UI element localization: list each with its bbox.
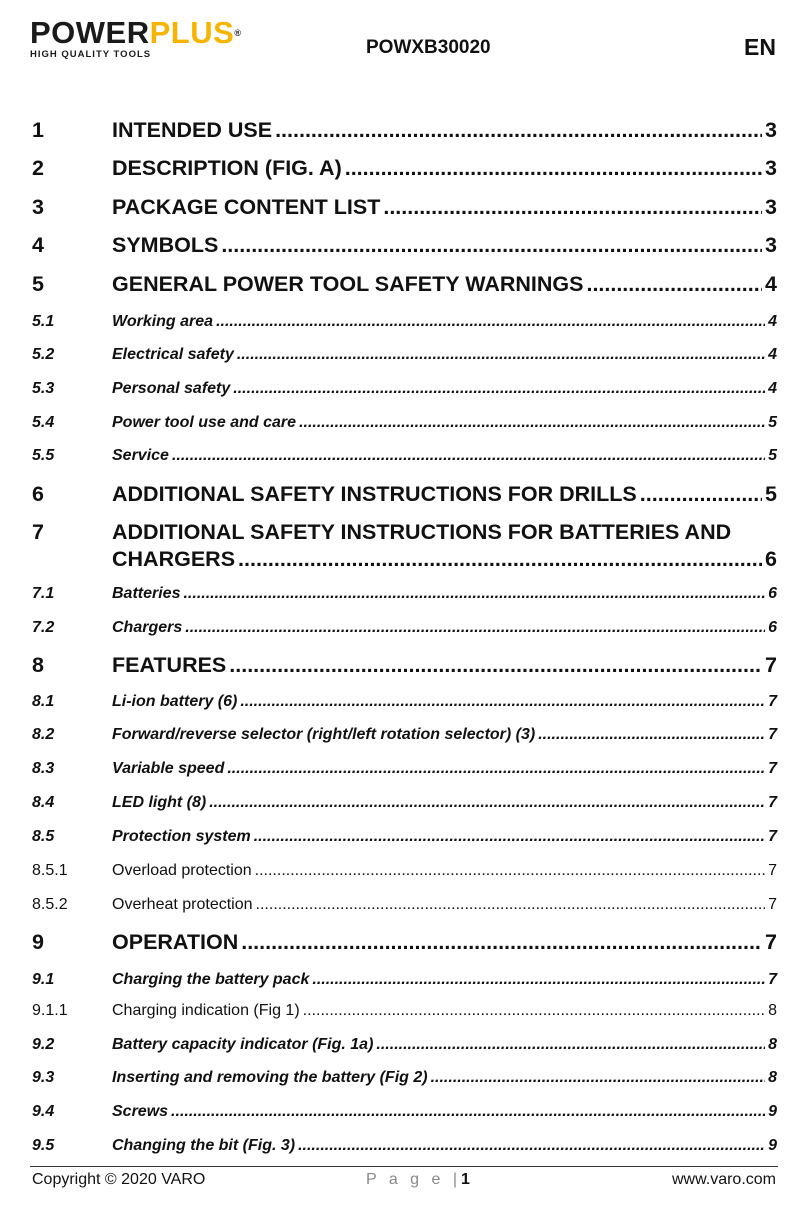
- toc-dot-leader: [221, 233, 762, 258]
- language-code: EN: [744, 34, 776, 60]
- toc-entry-page: 9: [768, 1137, 777, 1154]
- footer-page-number: 1: [461, 1171, 470, 1188]
- toc-entry-number: 5.5: [32, 447, 55, 464]
- toc-entry-number: 9.3: [32, 1069, 55, 1086]
- toc-entry-page: 8: [768, 1069, 777, 1086]
- toc-entry-page: 7: [768, 896, 777, 913]
- toc-dot-leader: [185, 619, 765, 637]
- toc-entry-title: Batteries: [112, 585, 181, 602]
- toc-entry-page: 6: [765, 547, 777, 571]
- toc-entry-page: 4: [768, 346, 777, 363]
- toc-entry-6[interactable]: [32, 482, 777, 507]
- logo-tagline: HIGH QUALITY TOOLS: [30, 49, 152, 60]
- toc-entry-title-line1: ADDITIONAL SAFETY INSTRUCTIONS FOR BATTERIES AND: [112, 520, 732, 544]
- toc-entry-page: 4: [765, 272, 777, 296]
- footer-page-separator: |: [452, 1171, 462, 1188]
- toc-dot-leader: [209, 794, 765, 812]
- toc-entry-page: 4: [768, 313, 777, 330]
- toc-entry-number: 8.4: [32, 794, 55, 811]
- toc-entry-number: 8.5.2: [32, 896, 68, 913]
- toc-entry-page: 8: [768, 1036, 777, 1053]
- toc-entry-title: Charging the battery pack: [112, 971, 310, 988]
- toc-entry-title: Personal safety: [112, 380, 231, 397]
- toc-entry-5[interactable]: [32, 272, 777, 297]
- toc-dot-leader: [238, 547, 762, 572]
- toc-entry-title: Battery capacity indicator (Fig. 1a): [112, 1036, 374, 1053]
- toc-dot-leader: [241, 930, 762, 955]
- toc-dot-leader: [233, 380, 765, 398]
- powerplus-logo: [30, 15, 242, 60]
- toc-entry-7[interactable]: [32, 547, 777, 572]
- toc-dot-leader: [237, 346, 765, 364]
- toc-entry-page: 5: [768, 414, 777, 431]
- toc-entry-page: 7: [768, 726, 777, 743]
- toc-entry-number: 8.5: [32, 828, 55, 845]
- toc-entry-page: 3: [765, 118, 777, 142]
- toc-entry-page: 7: [765, 653, 777, 677]
- toc-dot-leader: [172, 447, 765, 465]
- toc-entry-7-2[interactable]: [32, 619, 777, 637]
- toc-entry-8-2[interactable]: [32, 726, 777, 744]
- toc-entry-title: SYMBOLS: [112, 233, 219, 257]
- toc-entry-number: 9.1: [32, 971, 55, 988]
- toc-dot-leader: [256, 896, 766, 914]
- toc-dot-leader: [254, 828, 765, 846]
- toc-entry-title: Overload protection: [112, 862, 252, 879]
- toc-entry-8-5-1[interactable]: [32, 862, 777, 880]
- toc-entry-number: 7: [32, 520, 44, 544]
- toc-entry-number: 5: [32, 272, 44, 296]
- toc-entry-9-4[interactable]: [32, 1103, 777, 1121]
- toc-entry-number: 6: [32, 482, 44, 506]
- toc-entry-number: 9.2: [32, 1036, 55, 1053]
- toc-entry-title: Electrical safety: [112, 346, 234, 363]
- toc-entry-number: 7.1: [32, 585, 55, 602]
- toc-entry-page: 7: [768, 693, 777, 710]
- toc-entry-title: LED light (8): [112, 794, 207, 811]
- toc-entry-page: 6: [768, 585, 777, 602]
- toc-entry-title: Protection system: [112, 828, 251, 845]
- footer-website: www.varo.com: [671, 1171, 776, 1188]
- toc-dot-leader: [229, 653, 762, 678]
- toc-entry-number: 1: [32, 118, 44, 142]
- toc-entry-title: Service: [112, 447, 169, 464]
- toc-entry-page: 8: [768, 1002, 777, 1019]
- toc-entry-title: Variable speed: [112, 760, 225, 777]
- toc-entry-number: 2: [32, 156, 44, 180]
- toc-entry-4[interactable]: [32, 233, 777, 258]
- toc-entry-page: 6: [768, 619, 777, 636]
- toc-dot-leader: [376, 1036, 765, 1054]
- toc-entry-number: 8.1: [32, 693, 55, 710]
- logo-word-power: POWER: [30, 15, 150, 50]
- toc-dot-leader: [240, 693, 765, 711]
- toc-entry-8-5-2[interactable]: [32, 896, 777, 914]
- toc-entry-page: 7: [768, 862, 777, 879]
- toc-entry-title: Changing the bit (Fig. 3): [112, 1137, 296, 1154]
- toc-dot-leader: [227, 760, 765, 778]
- toc-entry-number: 9.1.1: [32, 1002, 68, 1019]
- toc-dot-leader: [586, 272, 762, 297]
- toc-dot-leader: [171, 1103, 765, 1121]
- footer-page-label: P a g e: [366, 1171, 445, 1188]
- toc-entry-page: 3: [765, 195, 777, 219]
- toc-entry-number: 7.2: [32, 619, 55, 636]
- toc-dot-leader: [299, 414, 765, 432]
- toc-entry-page: 7: [768, 794, 777, 811]
- toc-dot-leader: [431, 1069, 766, 1087]
- toc-entry-page: 7: [768, 971, 777, 988]
- toc-entry-title: Forward/reverse selector (right/left rotation selector) (3): [112, 726, 536, 743]
- toc-dot-leader: [303, 1002, 765, 1020]
- toc-dot-leader: [275, 118, 762, 143]
- toc-entry-number: 5.3: [32, 380, 55, 397]
- toc-entry-2[interactable]: [32, 156, 777, 181]
- toc-entry-title: OPERATION: [112, 930, 239, 954]
- toc-dot-leader: [345, 156, 762, 181]
- toc-entry-1[interactable]: [32, 118, 777, 143]
- toc-entry-number: 8.3: [32, 760, 55, 777]
- footer-page-indicator: [366, 1171, 470, 1189]
- toc-dot-leader: [383, 195, 762, 220]
- toc-entry-7-1[interactable]: [32, 585, 777, 603]
- toc-entry-number: 8.2: [32, 726, 55, 743]
- toc-entry-9-5[interactable]: [32, 1137, 777, 1155]
- toc-dot-leader: [312, 971, 765, 989]
- toc-entry-number: 8: [32, 653, 44, 677]
- toc-entry-title: Chargers: [112, 619, 183, 636]
- toc-entry-8-4[interactable]: [32, 794, 777, 812]
- toc-entry-9-3[interactable]: [32, 1069, 777, 1087]
- toc-dot-leader: [298, 1137, 765, 1155]
- model-number: POWXB30020: [366, 37, 491, 58]
- toc-dot-leader: [538, 726, 765, 744]
- toc-dot-leader: [216, 313, 765, 331]
- toc-entry-number: 8.5.1: [32, 862, 68, 879]
- toc-entry-page: 7: [768, 828, 777, 845]
- toc-entry-5-3[interactable]: [32, 380, 777, 398]
- toc-dot-leader: [640, 482, 762, 507]
- toc-entry-title: Power tool use and care: [112, 414, 297, 431]
- toc-entry-number: 3: [32, 195, 44, 219]
- toc-entry-page: 3: [765, 233, 777, 257]
- toc-entry-title: ADDITIONAL SAFETY INSTRUCTIONS FOR DRILLS: [112, 482, 637, 506]
- toc-entry-9-1-1[interactable]: [32, 1002, 777, 1020]
- toc-entry-3[interactable]: [32, 195, 777, 220]
- toc-entry-title: Screws: [112, 1103, 169, 1120]
- toc-entry-page: 3: [765, 156, 777, 180]
- toc-entry-title: Li-ion battery (6): [112, 693, 238, 710]
- toc-entry-5-4[interactable]: [32, 414, 777, 432]
- toc-entry-5-1[interactable]: [32, 313, 777, 331]
- toc-entry-8-1[interactable]: [32, 693, 777, 711]
- toc-entry-title: CHARGERS: [112, 547, 236, 571]
- toc-entry-number: 9.5: [32, 1137, 55, 1154]
- toc-entry-number: 5.4: [32, 414, 55, 431]
- toc-dot-leader: [183, 585, 765, 603]
- toc-entry-8-3[interactable]: [32, 760, 777, 778]
- toc-entry-title: Charging indication (Fig 1): [112, 1002, 300, 1019]
- toc-entry-page: 9: [768, 1103, 777, 1120]
- toc-entry-page: 5: [765, 482, 777, 506]
- toc-entry-8-5[interactable]: [32, 828, 777, 846]
- toc-entry-number: 9.4: [32, 1103, 55, 1120]
- toc-entry-9-1[interactable]: [32, 971, 777, 989]
- logo-wordmark: [30, 15, 242, 50]
- toc-entry-page: 7: [765, 930, 777, 954]
- toc-entry-title: DESCRIPTION (FIG. A): [112, 156, 342, 180]
- toc-entry-title: Inserting and removing the battery (Fig 2): [112, 1069, 428, 1086]
- toc-entry-title: Overheat protection: [112, 896, 253, 913]
- registered-mark: ®: [234, 28, 242, 38]
- footer-divider: [30, 1166, 778, 1167]
- toc-entry-title: GENERAL POWER TOOL SAFETY WARNINGS: [112, 272, 584, 296]
- toc-entry-title: Working area: [112, 313, 214, 330]
- toc-entry-number: 9: [32, 930, 44, 954]
- toc-entry-number: 5.2: [32, 346, 55, 363]
- toc-entry-8[interactable]: [32, 653, 777, 678]
- toc-entry-title: INTENDED USE: [112, 118, 273, 142]
- toc-entry-page: 7: [768, 760, 777, 777]
- toc-entry-title: FEATURES: [112, 653, 227, 677]
- toc-entry-5-5[interactable]: [32, 447, 777, 465]
- toc-entry-number: 4: [32, 233, 44, 257]
- toc-dot-leader: [255, 862, 765, 880]
- toc-entry-page: 4: [768, 380, 777, 397]
- toc-entry-5-2[interactable]: [32, 346, 777, 364]
- toc-entry-number: 5.1: [32, 313, 55, 330]
- toc-entry-9-2[interactable]: [32, 1036, 777, 1054]
- logo-word-plus: PLUS: [149, 15, 235, 50]
- toc-entry-title: PACKAGE CONTENT LIST: [112, 195, 381, 219]
- toc-entry-page: 5: [768, 447, 777, 464]
- page-header: [0, 0, 808, 100]
- footer-copyright: Copyright © 2020 VARO: [32, 1171, 206, 1188]
- toc-entry-9[interactable]: [32, 930, 777, 955]
